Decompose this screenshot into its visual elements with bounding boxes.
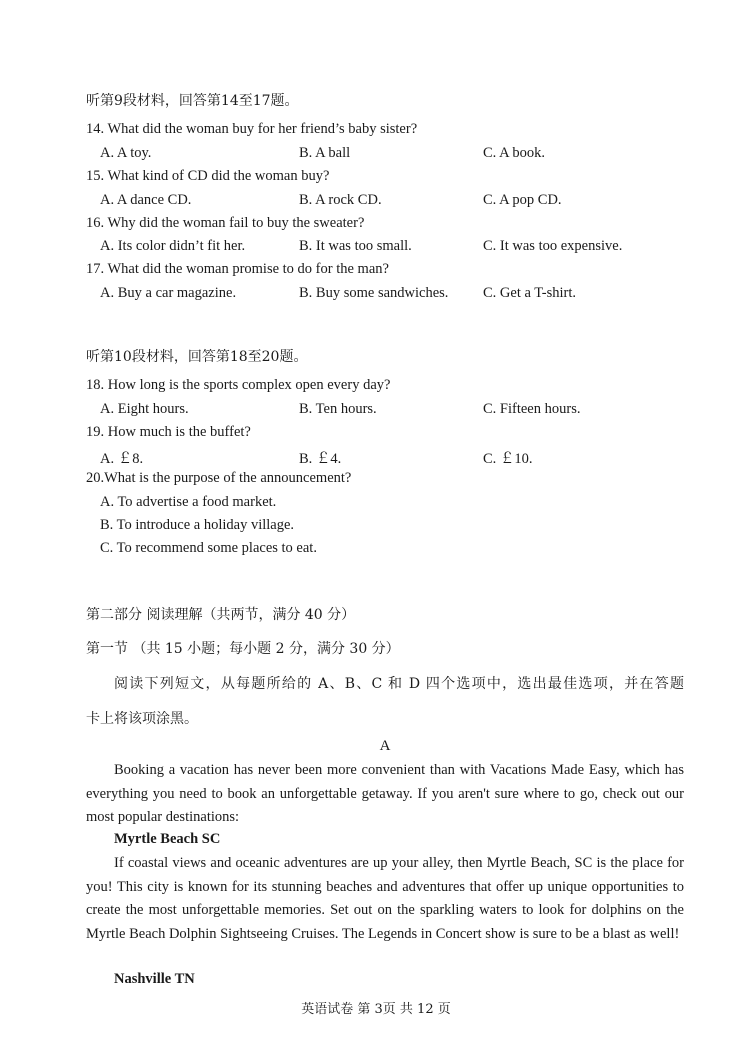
page-footer: 英语试卷 第 3页 共 12 页 xyxy=(301,1002,451,1017)
option-15b: B. A rock CD. xyxy=(299,192,382,208)
option-17c: C. Get a T-shirt. xyxy=(483,285,577,301)
option-20c: C. To recommend some places to eat. xyxy=(100,540,317,556)
option-14a: A. A toy. xyxy=(100,145,152,161)
option-16a: A. Its color didn’t fit her. xyxy=(100,238,246,254)
option-14b: B. A ball xyxy=(299,145,351,161)
question-18: 18. How long is the sports complex open every day? xyxy=(86,377,391,393)
heading-myrtle-beach: Myrtle Beach SC xyxy=(114,831,221,847)
option-19c: C. ￡10. xyxy=(483,451,533,467)
option-15a: A. A dance CD. xyxy=(100,192,192,208)
option-18c: C. Fifteen hours. xyxy=(483,401,581,417)
passage-intro-text: Booking a vacation has never been more convenient than with Vacations Made Easy, which has everything you need to book an unforgettable getaway. If you aren't sure where to go, check out our most popular destinations: xyxy=(86,762,684,825)
option-19a: A. ￡8. xyxy=(100,451,144,467)
option-18a: A. Eight hours. xyxy=(100,401,189,417)
question-20: 20.What is the purpose of the announcement? xyxy=(86,470,352,486)
heading-nashville: Nashville TN xyxy=(114,971,195,987)
passage-intro xyxy=(86,759,684,830)
option-20b: B. To introduce a holiday village. xyxy=(100,517,295,533)
passage-letter: A xyxy=(379,738,391,754)
section-1-title: 第一节 （共 15 小题；每小题 2 分，满分 30 分） xyxy=(86,641,400,657)
section-10-header: 听第10段材料，回答第18至20题。 xyxy=(86,349,308,365)
option-17a: A. Buy a car magazine. xyxy=(100,285,237,301)
option-17b: B. Buy some sandwiches. xyxy=(299,285,449,301)
option-19b: B. ￡4. xyxy=(299,451,342,467)
part-2-title: 第二部分 阅读理解（共两节，满分 40 分） xyxy=(86,607,356,623)
question-14: 14. What did the woman buy for her friend’s baby sister? xyxy=(86,121,418,137)
option-15c: C. A pop CD. xyxy=(483,192,562,208)
myrtle-beach-text: If coastal views and oceanic adventures are up your alley, then Myrtle Beach, SC is the place for you! This city is known for its stunning beaches and adventures that offer up unique opportunities to create the most unforgettable memories. Set out on the sparkling waters to look for dolphins on the Myrtle Beach Dolphin Sightseeing Cruises. The Legends in Concert show is sure to be a blast as well! xyxy=(86,855,684,942)
instruction-line-1: 阅读下列短文，从每题所给的 A、B、C 和 D 四个选项中，选出最佳选项，并在答题 xyxy=(114,676,684,692)
option-16b: B. It was too small. xyxy=(299,238,412,254)
question-17: 17. What did the woman promise to do for the man? xyxy=(86,261,389,277)
question-15: 15. What kind of CD did the woman buy? xyxy=(86,168,330,184)
question-16: 16. Why did the woman fail to buy the sweater? xyxy=(86,215,365,231)
myrtle-beach-paragraph xyxy=(86,852,684,946)
question-19: 19. How much is the buffet? xyxy=(86,424,251,440)
option-16c: C. It was too expensive. xyxy=(483,238,623,254)
instruction-line-2: 卡上将该项涂黑。 xyxy=(86,711,198,727)
option-20a: A. To advertise a food market. xyxy=(100,494,277,510)
section-9-header: 听第9段材料，回答第14至17题。 xyxy=(86,93,299,109)
option-18b: B. Ten hours. xyxy=(299,401,377,417)
option-14c: C. A book. xyxy=(483,145,546,161)
